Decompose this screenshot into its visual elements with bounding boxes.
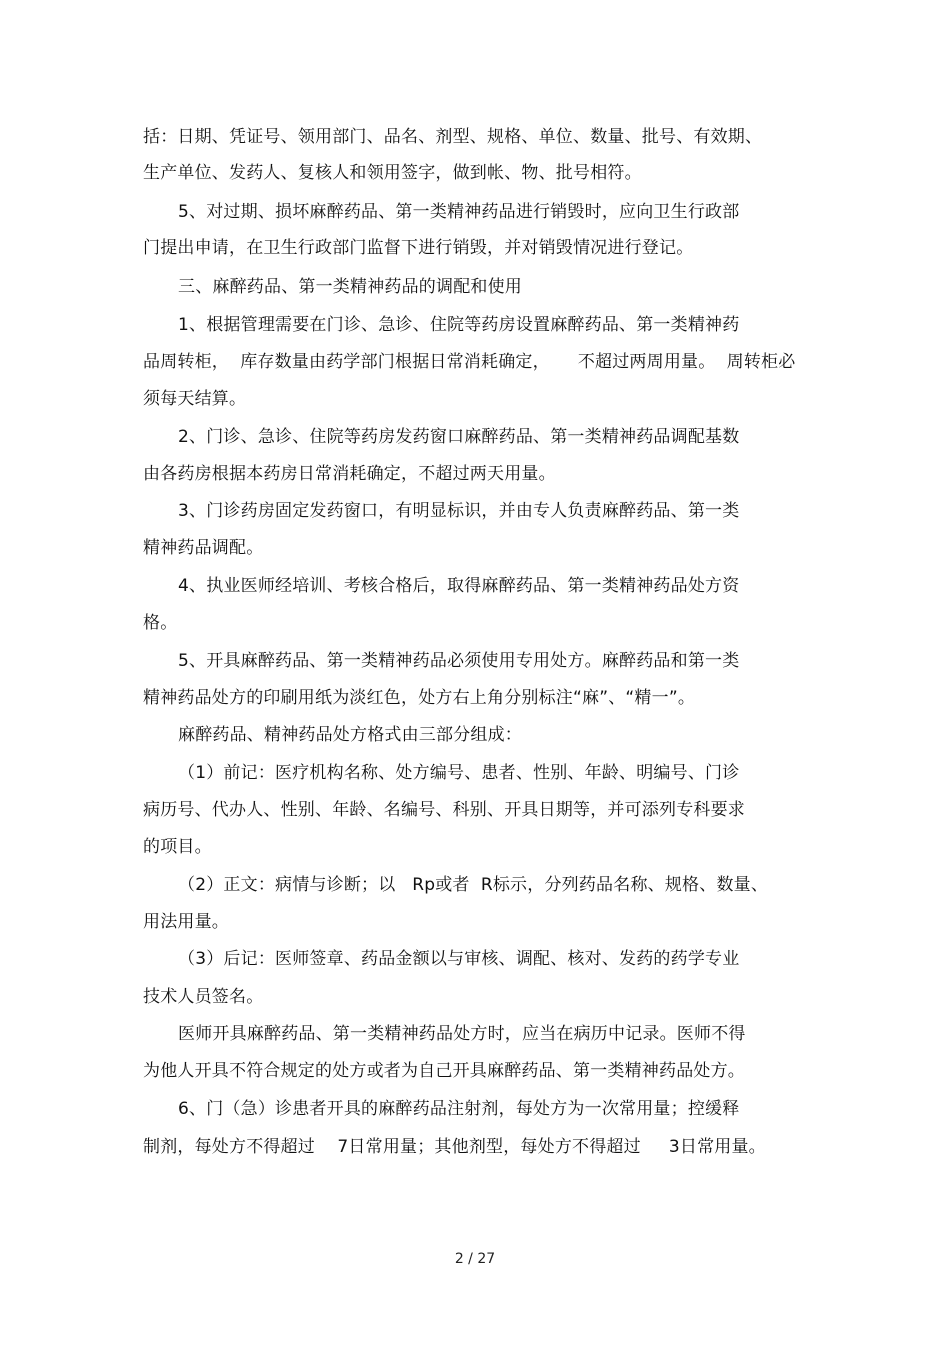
text-line: 1、根据管理需要在门诊、急诊、住院等药房设置麻醉药品、第一类精神药 (178, 315, 740, 335)
text-line: 由各药房根据本药房日常消耗确定，不超过两天用量。 (143, 464, 556, 484)
text-line: 制剂，每处方不得超过 7日常用量；其他剂型，每处方不得超过 3日常用量。 (143, 1137, 766, 1157)
text-line: 病历号、代办人、性别、年龄、名编号、科别、开具日期等，并可添列专科要求 (143, 800, 745, 820)
text-line: 4、执业医师经培训、考核合格后，取得麻醉药品、第一类精神药品处方资 (178, 576, 740, 596)
text-line: （3）后记：医师签章、药品金额以与审核、调配、核对、发药的药学专业 (178, 949, 740, 969)
text-line: 的项目。 (143, 837, 212, 857)
text-line: 5、对过期、损坏麻醉药品、第一类精神药品进行销毁时，应向卫生行政部 (178, 202, 740, 222)
text-line: 门提出申请，在卫生行政部门监督下进行销毁，并对销毁情况进行登记。 (143, 238, 694, 258)
section-heading: 三、麻醉药品、第一类精神药品的调配和使用 (178, 277, 522, 297)
text-line: 括：日期、凭证号、领用部门、品名、剂型、规格、单位、数量、批号、有效期、 (143, 127, 763, 147)
text-line: 麻醉药品、精神药品处方格式由三部分组成： (178, 725, 522, 745)
text-line: 品周转柜， 库存数量由药学部门根据日常消耗确定， 不超过两周用量。 周转柜必 (143, 352, 796, 372)
page-number: 2 / 27 (454, 1251, 496, 1267)
text-line: 医师开具麻醉药品、第一类精神药品处方时，应当在病历中记录。医师不得 (178, 1024, 746, 1044)
text-line: 6、门（急）诊患者开具的麻醉药品注射剂，每处方为一次常用量；控缓释 (178, 1099, 740, 1119)
text-line: 须每天结算。 (143, 389, 247, 409)
text-line: 精神药品处方的印刷用纸为淡红色，处方右上角分别标注“麻”、“精一”。 (143, 688, 696, 708)
text-line: 5、开具麻醉药品、第一类精神药品必须使用专用处方。麻醉药品和第一类 (178, 651, 740, 671)
text-line: （2）正文：病情与诊断；以 Rp或者 R标示，分列药品名称、规格、数量、 (178, 875, 769, 895)
text-line: （1）前记：医疗机构名称、处方编号、患者、性别、年龄、明编号、门诊 (178, 763, 740, 783)
text-line: 技术人员签名。 (143, 987, 264, 1007)
text-line: 生产单位、发药人、复核人和领用签字，做到帐、物、批号相符。 (143, 163, 642, 183)
text-line: 2、门诊、急诊、住院等药房发药窗口麻醉药品、第一类精神药品调配基数 (178, 427, 740, 447)
text-line: 为他人开具不符合规定的处方或者为自己开具麻醉药品、第一类精神药品处方。 (143, 1061, 745, 1081)
text-line: 3、门诊药房固定发药窗口，有明显标识，并由专人负责麻醉药品、第一类 (178, 501, 740, 521)
text-line: 精神药品调配。 (143, 538, 264, 558)
text-line: 用法用量。 (143, 912, 229, 932)
text-line: 格。 (143, 613, 178, 633)
